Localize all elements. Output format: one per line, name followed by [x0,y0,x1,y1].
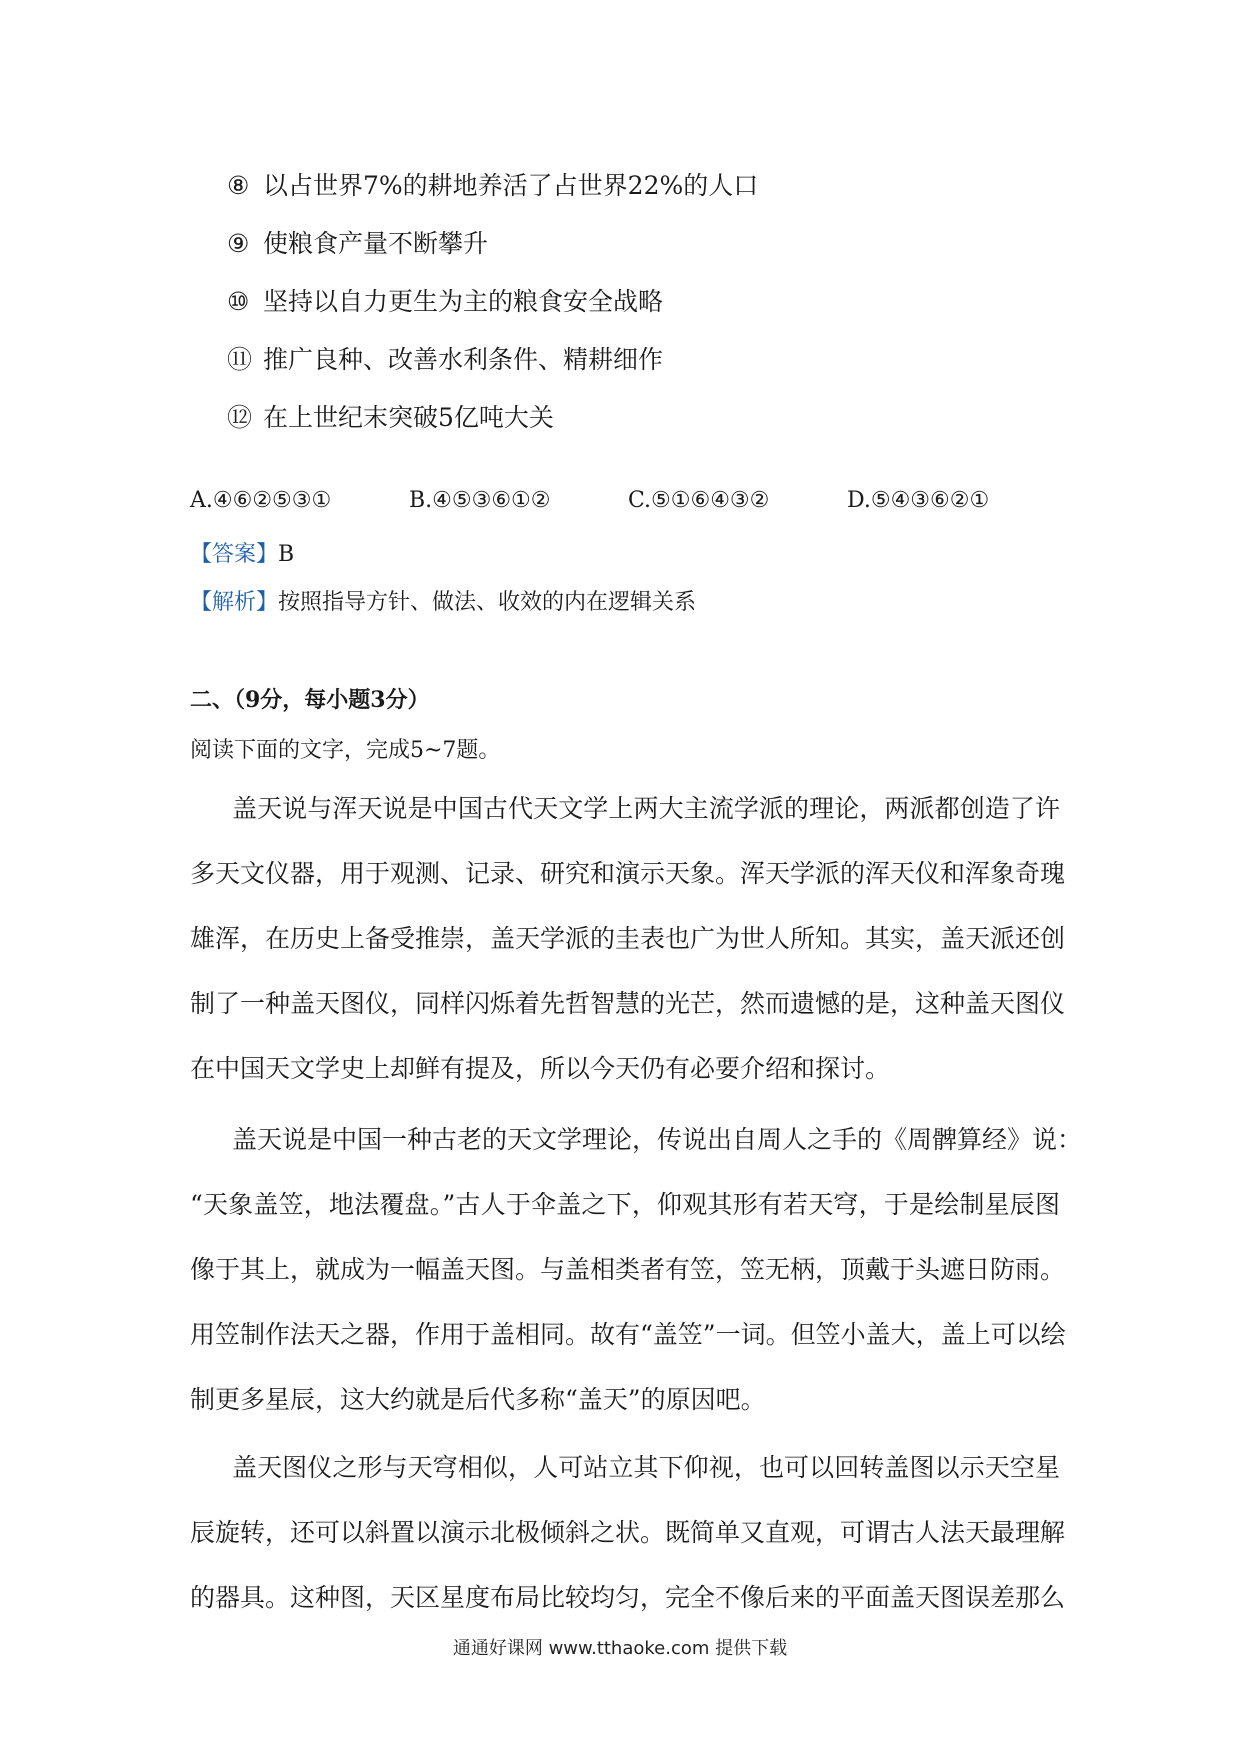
answer-label: 【答案】 [190,542,279,567]
passage-line: 盖天说是中国一种古老的天文学理论，传说出自周人之手的《周髀算经》说： [232,1125,1083,1154]
section-title: 二、（9分，每小题3分） [190,687,430,713]
list-item [227,398,554,434]
page-footer: 通通好课网 www.tthaoke.com 提供下载 [452,1638,788,1659]
item-text: 坚持以自力更生为主的粮食安全战略 [263,287,664,316]
item-number: ⑧ [227,171,250,200]
choice-d: D.⑤④③⑥②① [847,488,990,513]
answer-choices [190,488,1090,513]
passage-line: 制更多星辰，这大约就是后代多称“盖天”的原因吧。 [190,1385,766,1414]
answer-line [190,537,294,568]
passage-line: 盖天说与浑天说是中国古代天文学上两大主流学派的理论，两派都创造了许 [232,794,1060,823]
item-text: 使粮食产量不断攀升 [263,229,489,258]
passage-line: “天象盖笠，地法覆盘。”古人于伞盖之下，仰观其形有若天穹，于是绘制星辰图 [190,1190,1060,1219]
list-item [227,282,663,318]
choice-a: A.④⑥②⑤③① [190,488,332,513]
item-text: 以占世界7%的耕地养活了占世界22%的人口 [263,171,759,200]
passage-line: 辰旋转，还可以斜置以演示北极倾斜之状。既简单又直观，可谓古人法天最理解 [190,1518,1066,1547]
passage-line: 在中国天文学史上却鲜有提及，所以今天仍有必要介绍和探讨。 [190,1054,891,1083]
passage-line: 用笠制作法天之器，作用于盖相同。故有“盖笠”一词。但笠小盖大，盖上可以绘 [190,1320,1066,1349]
analysis-label: 【解析】 [190,590,279,615]
choice-b: B.④⑤③⑥①② [409,488,551,513]
passage-line: 盖天图仪之形与天穹相似，人可站立其下仰视，也可以回转盖图以示天空星 [232,1453,1060,1482]
item-text: 在上世纪末突破5亿吨大关 [263,403,554,432]
item-number: ⑫ [227,403,253,432]
list-item [227,166,758,202]
analysis-line [190,585,696,616]
item-number: ⑩ [227,287,250,316]
list-item [227,340,663,376]
section-instruction: 阅读下面的文字，完成5~7题。 [190,738,501,763]
passage-line: 制了一种盖天图仪，同样闪烁着先哲智慧的光芒，然而遗憾的是，这种盖天图仪 [190,989,1066,1018]
answer-value: B [278,542,295,567]
analysis-value: 按照指导方针、做法、收效的内在逻辑关系 [278,590,697,615]
item-text: 推广良种、改善水利条件、精耕细作 [263,345,664,374]
passage-line: 多天文仪器，用于观测、记录、研究和演示天象。浑天学派的浑天仪和浑象奇瑰 [190,859,1066,888]
list-item [227,224,488,260]
choice-c: C.⑤①⑥④③② [628,488,770,513]
passage-line: 像于其上，就成为一幅盖天图。与盖相类者有笠，笠无柄，顶戴于头遮日防雨。 [190,1255,1066,1284]
passage-line: 雄浑，在历史上备受推崇，盖天学派的圭表也广为世人所知。其实，盖天派还创 [190,924,1066,953]
item-number: ⑨ [227,229,250,258]
item-number: ⑪ [227,345,253,374]
passage-line: 的器具。这种图，天区星度布局比较均匀，完全不像后来的平面盖天图误差那么 [190,1583,1066,1612]
